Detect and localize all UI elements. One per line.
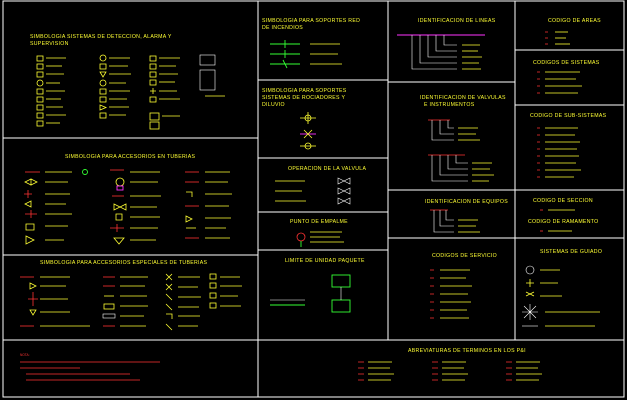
valve-id-title-2: E INSTRUMENTOS [424, 102, 475, 108]
supports-panel [262, 18, 360, 68]
section-code-panel [533, 198, 593, 210]
special-accessories-title: SIMBOLOGIA PARA ACCESORIOS ESPECIALES DE TUBERIAS [40, 260, 208, 266]
nozzle-symbol-icon [522, 266, 600, 326]
hydrant-symbol-icon [103, 277, 148, 326]
network-code-panel [528, 219, 598, 231]
section-code-title: CODIGO DE SECCION [533, 198, 593, 204]
supports-title-1: SIMBOLOGIA PARA SOPORTES RED [262, 18, 361, 24]
abbreviation-columns [358, 362, 542, 380]
equipment-id-title: IDENTIFICACION DE EQUIPOS [425, 199, 509, 205]
package-limit-panel [270, 258, 365, 312]
supports-panel-2 [262, 88, 347, 149]
fire-panel-title-2: SUPERVISION [30, 41, 69, 47]
network-code-title: CODIGO DE RAMAMENTO [528, 219, 599, 225]
line-id-panel [397, 18, 496, 69]
equipment-id-panel [425, 199, 508, 232]
subsystem-codes-panel [530, 113, 607, 177]
flange-symbol-icon [110, 170, 161, 244]
supports2-title-1: SIMBOLOGIA PARA SOPORTES [262, 88, 347, 94]
fitting-symbol-icon [185, 172, 232, 238]
special-valve-symbol-icon [20, 277, 90, 326]
fire-detection-panel [30, 34, 225, 129]
support-symbol-icon [300, 112, 316, 149]
supports2-title-2: SISTEMAS DE ROCIADORES Y [262, 95, 346, 101]
abbreviations-panel [358, 348, 542, 380]
sheet-frame [3, 1, 624, 397]
hose-point-panel [290, 219, 348, 247]
valve-id-panel [420, 95, 506, 181]
special-accessories-panel [20, 260, 242, 330]
notes-title: NOTA: [20, 353, 30, 357]
notes-panel [20, 353, 160, 380]
valve-id-title-1: IDENTIFICACION DE VALVULAS [420, 95, 506, 101]
service-codes-panel [430, 253, 497, 318]
pipe-accessories-title: SIMBOLOGIA PARA ACCESORIOS EN TUBERIAS [65, 154, 196, 160]
alarm-symbol-icon [100, 55, 131, 118]
valve-operation-title: OPERACION DE LA VALVULA [288, 166, 367, 172]
service-codes-title: CODIGOS DE SERVICIO [432, 253, 497, 259]
line-id-title: IDENTIFICACION DE LINEAS [418, 18, 496, 24]
system-codes-title: CODIGOS DE SISTEMAS [533, 60, 600, 66]
valve-operation-panel [275, 166, 366, 204]
valve-symbol-icon [24, 170, 88, 245]
abbreviations-title: ABREVIATURAS DE TERMINOS EN LOS P&I [408, 348, 526, 354]
area-codes-panel [545, 18, 601, 44]
fire-panel-title-1: SIMBOLOGIA SISTEMAS DE DETECCION, ALARMA Y [30, 34, 172, 40]
area-codes-title: CODIGO DE AREAS [548, 18, 601, 24]
nozzle-systems-title: SISTEMAS DE GUIADO [540, 249, 603, 255]
special-fitting-symbol-icon [166, 274, 242, 330]
nozzle-systems-panel [522, 249, 602, 326]
hose-point-title: PUNTO DE EMPALME [290, 219, 348, 225]
pipe-accessories-panel [24, 154, 232, 244]
package-limit-title: LIMITE DE UNIDAD PAQUETE [285, 258, 365, 264]
subsystem-codes-title: CODIGO DE SUB-SISTEMAS [530, 113, 607, 119]
supports-title-2: DE INCENDIOS [262, 25, 304, 31]
supports2-title-3: DILUVIO [262, 102, 285, 108]
system-codes-panel [533, 60, 600, 93]
panel-symbol-icon [150, 55, 225, 129]
detector-symbol-icon [37, 56, 66, 126]
